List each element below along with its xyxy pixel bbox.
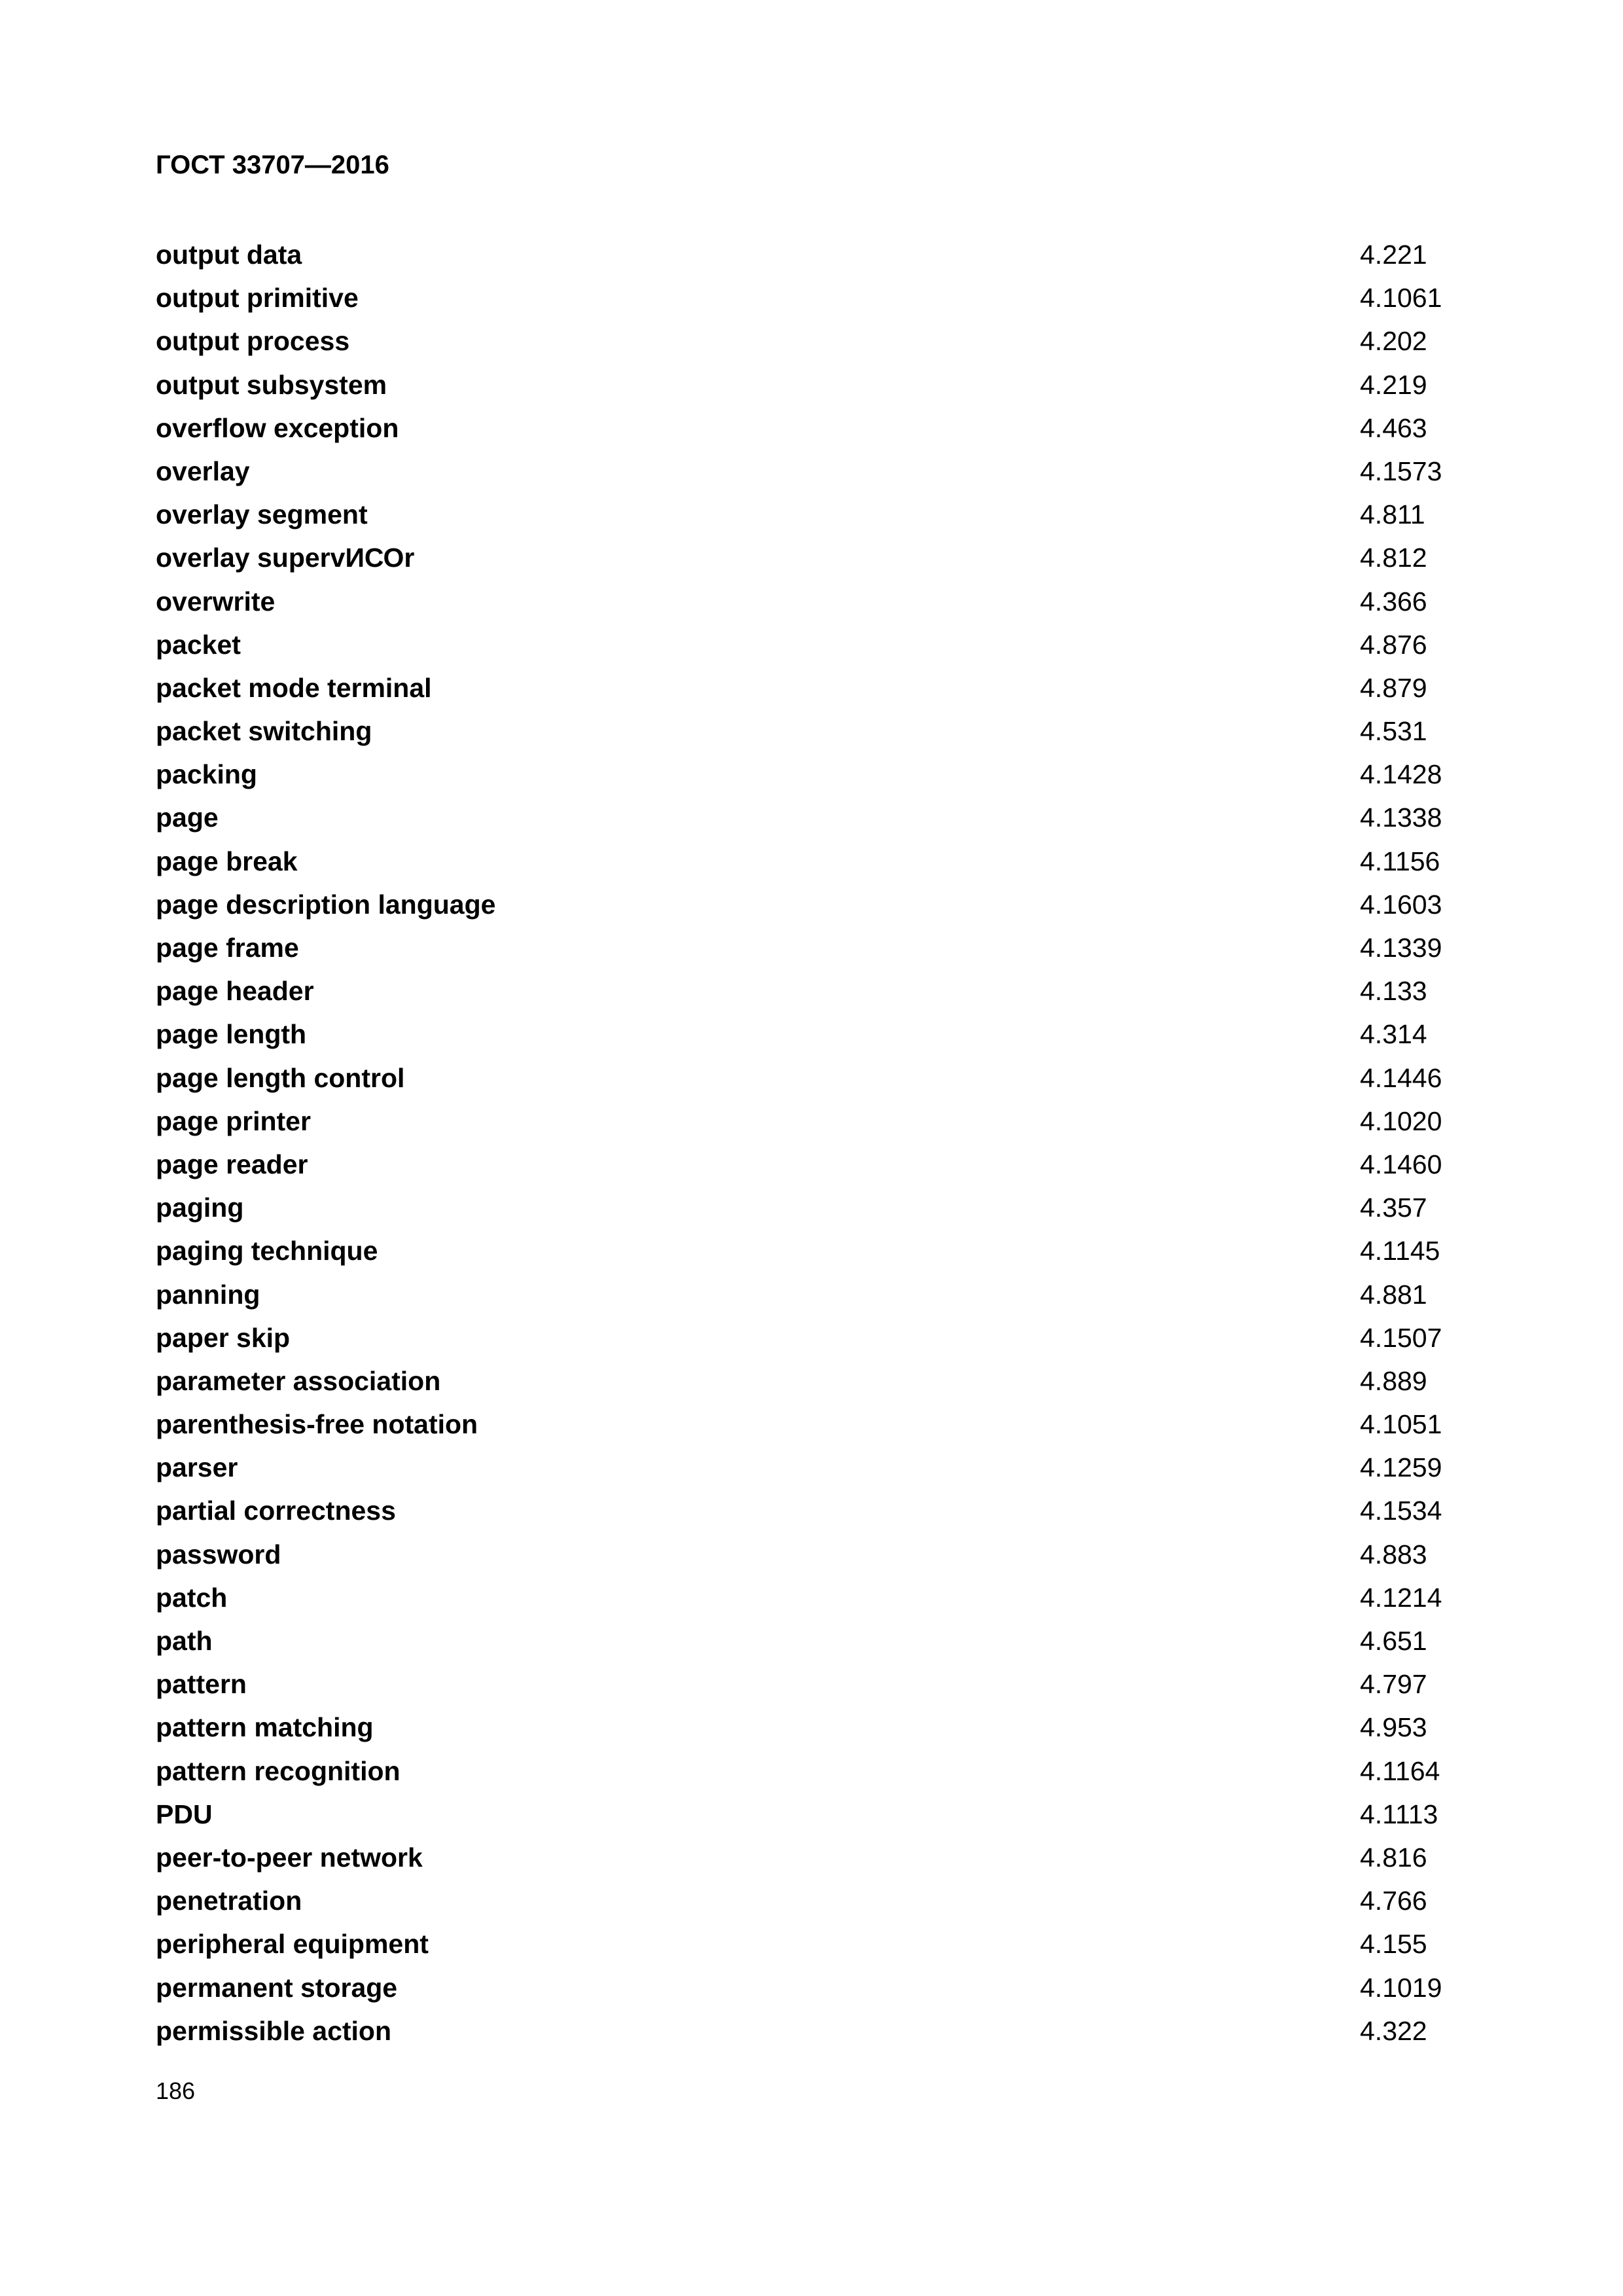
index-reference: 4.953: [1360, 1712, 1427, 1743]
index-entry: [156, 840, 1484, 883]
index-entry: [156, 666, 1484, 709]
index-term: permanent storage: [156, 1972, 398, 2003]
index-reference: 4.1339: [1360, 933, 1442, 963]
index-reference: 4.133: [1360, 976, 1427, 1007]
index-term: PDU: [156, 1799, 213, 1829]
index-entry: [156, 1316, 1484, 1359]
index-reference: 4.202: [1360, 326, 1427, 357]
index-reference: 4.1428: [1360, 759, 1442, 790]
index-reference: 4.879: [1360, 672, 1427, 703]
index-entry: [156, 319, 1484, 363]
index-term: parameter association: [156, 1365, 441, 1396]
index-reference: 4.1019: [1360, 1972, 1442, 2003]
index-entry: [156, 969, 1484, 1013]
index-reference: 4.1259: [1360, 1452, 1442, 1483]
index-entry: [156, 1143, 1484, 1186]
index-term: page frame: [156, 933, 299, 963]
index-reference: 4.1061: [1360, 283, 1442, 314]
index-term: packet switching: [156, 716, 372, 747]
index-reference: 4.881: [1360, 1279, 1427, 1310]
page-number: 186: [156, 2077, 196, 2104]
index-entry: [156, 1013, 1484, 1056]
index-term: overlay supervИСОr: [156, 543, 415, 573]
index-reference: 4.889: [1360, 1365, 1427, 1396]
index-entry: [156, 1619, 1484, 1662]
index-term: panning: [156, 1279, 260, 1310]
index-reference: 4.1573: [1360, 456, 1442, 486]
index-entry: [156, 1576, 1484, 1619]
index-term: page reader: [156, 1149, 308, 1179]
index-entry: [156, 926, 1484, 969]
index-reference: 4.876: [1360, 629, 1427, 660]
index-entry: [156, 1359, 1484, 1403]
index-reference: 4.816: [1360, 1842, 1427, 1873]
index-reference: 4.1460: [1360, 1149, 1442, 1179]
index-entry: [156, 233, 1484, 276]
index-term: page printer: [156, 1105, 311, 1136]
index-term: packet: [156, 629, 241, 660]
index-reference: 4.531: [1360, 716, 1427, 747]
index-entry: [156, 1706, 1484, 1749]
index-reference: 4.314: [1360, 1019, 1427, 1050]
index-entry: [156, 1879, 1484, 1922]
index-entry: [156, 450, 1484, 493]
index-reference: 4.1446: [1360, 1062, 1442, 1093]
index-entry: [156, 1966, 1484, 2009]
index-term: packing: [156, 759, 257, 790]
index-term: peer-to-peer network: [156, 1842, 423, 1873]
index-entry: [156, 1056, 1484, 1100]
index-term: password: [156, 1539, 281, 1570]
index-entry: [156, 1273, 1484, 1316]
index-entry: [156, 1793, 1484, 1836]
index-reference: 4.1603: [1360, 889, 1442, 920]
index-entry: [156, 1922, 1484, 1965]
index-term: partial correctness: [156, 1496, 396, 1526]
index-entry: [156, 1489, 1484, 1532]
index-reference: 4.1145: [1360, 1236, 1440, 1266]
index-reference: 4.1507: [1360, 1322, 1442, 1353]
index-entry: [156, 753, 1484, 796]
index-term: patch: [156, 1582, 228, 1613]
index-term: page: [156, 802, 219, 833]
index-term: permissible action: [156, 2015, 392, 2046]
index-entry: [156, 1836, 1484, 1879]
document-header: ГОСТ 33707—2016: [156, 151, 389, 179]
index-term: page header: [156, 976, 314, 1007]
index-term: output process: [156, 326, 350, 357]
index-term: overlay segment: [156, 499, 368, 530]
index-reference: 4.1051: [1360, 1409, 1442, 1440]
index-entry: [156, 1749, 1484, 1793]
index-entry: [156, 1229, 1484, 1272]
index-term: paging technique: [156, 1236, 378, 1266]
index-term: overflow exception: [156, 412, 399, 443]
index-term: peripheral equipment: [156, 1929, 429, 1960]
index-reference: 4.366: [1360, 586, 1427, 617]
index-entry: [156, 1662, 1484, 1706]
index-reference: 4.651: [1360, 1626, 1427, 1656]
index-term: path: [156, 1626, 213, 1656]
index-reference: 4.812: [1360, 543, 1427, 573]
index-term: paging: [156, 1193, 244, 1223]
index-entry: [156, 363, 1484, 406]
index-reference: 4.1534: [1360, 1496, 1442, 1526]
index-term: penetration: [156, 1886, 302, 1916]
index-term: page length: [156, 1019, 307, 1050]
index-entry: [156, 1100, 1484, 1143]
index-entry: [156, 709, 1484, 753]
index-entry: [156, 1533, 1484, 1576]
index-term: overlay: [156, 456, 250, 486]
index-term: parser: [156, 1452, 238, 1483]
index-entry: [156, 1446, 1484, 1489]
index-term: pattern: [156, 1669, 247, 1700]
index-entry: [156, 2009, 1484, 2053]
index-reference: 4.1156: [1360, 846, 1440, 876]
index-term: output primitive: [156, 283, 359, 314]
index-term: paper skip: [156, 1322, 291, 1353]
index-term: output subsystem: [156, 369, 387, 400]
index-entry: [156, 536, 1484, 579]
index-reference: 4.463: [1360, 412, 1427, 443]
index-entry: [156, 580, 1484, 623]
index-reference: 4.1338: [1360, 802, 1442, 833]
index-reference: 4.221: [1360, 240, 1427, 270]
index-reference: 4.155: [1360, 1929, 1427, 1960]
index-entry: [156, 623, 1484, 666]
index-term: packet mode terminal: [156, 672, 432, 703]
index-term: output data: [156, 240, 302, 270]
index-term: page description language: [156, 889, 496, 920]
index-reference: 4.797: [1360, 1669, 1427, 1700]
index-reference: 4.1164: [1360, 1755, 1440, 1786]
index-term: pattern matching: [156, 1712, 374, 1743]
index-term: overwrite: [156, 586, 276, 617]
index-reference: 4.322: [1360, 2015, 1427, 2046]
index-reference: 4.1214: [1360, 1582, 1442, 1613]
index-entry: [156, 276, 1484, 319]
index-entry: [156, 883, 1484, 926]
index-entry: [156, 406, 1484, 450]
index-reference: 4.883: [1360, 1539, 1427, 1570]
index-entry: [156, 493, 1484, 536]
index-entry: [156, 1186, 1484, 1229]
index-term: page break: [156, 846, 298, 876]
index-reference: 4.811: [1360, 499, 1425, 530]
index-term: page length control: [156, 1062, 405, 1093]
index-entry: [156, 796, 1484, 839]
index-term: pattern recognition: [156, 1755, 401, 1786]
index-entry: [156, 1403, 1484, 1446]
index-term: parenthesis-free notation: [156, 1409, 478, 1440]
index-reference: 4.219: [1360, 369, 1427, 400]
index-reference: 4.357: [1360, 1193, 1427, 1223]
index-reference: 4.766: [1360, 1886, 1427, 1916]
index-list: [156, 233, 1484, 2053]
index-reference: 4.1020: [1360, 1105, 1442, 1136]
index-reference: 4.1113: [1360, 1799, 1438, 1829]
